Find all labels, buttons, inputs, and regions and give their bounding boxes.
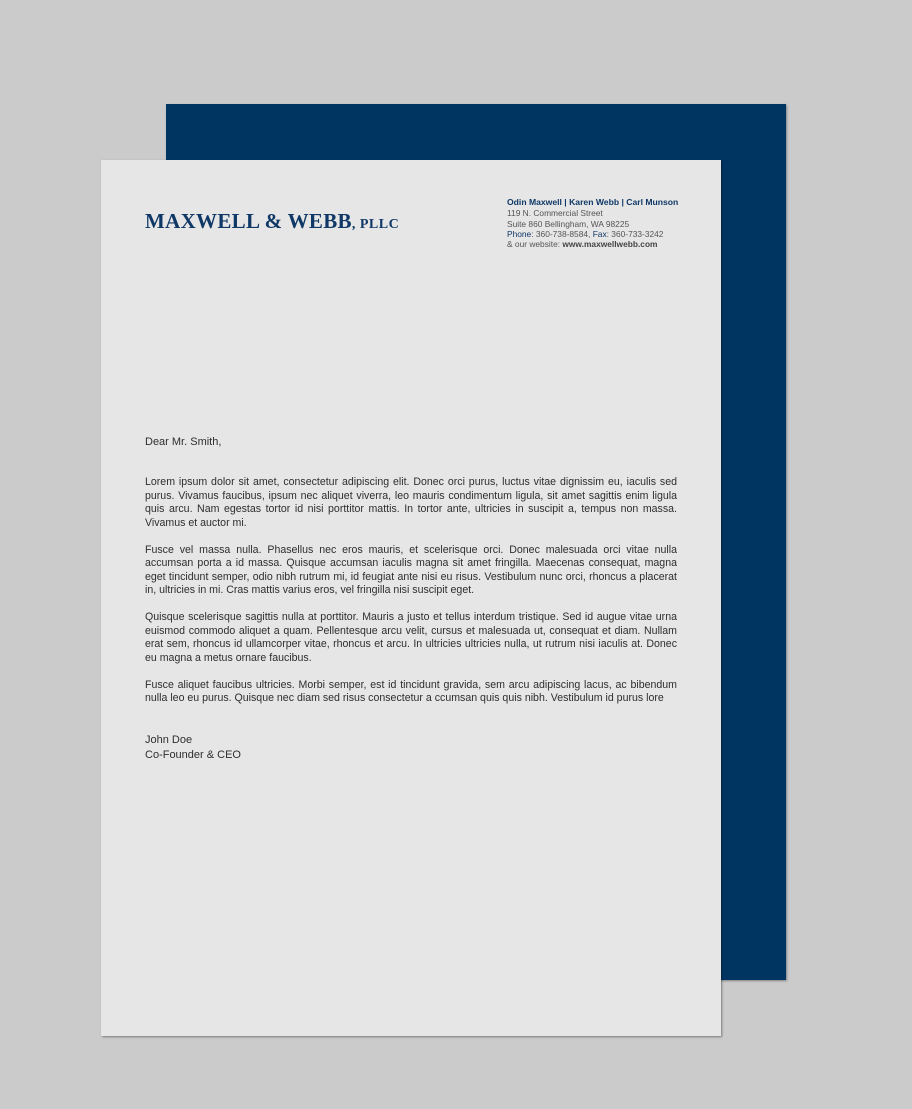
signer-title: Co-Founder & CEO (145, 749, 241, 761)
contact-block (507, 197, 678, 249)
paragraph: Quisque scelerisque sagittis nulla at porttitor. Mauris a justo et tellus interdum tristique. Sed id augue vitae urna euismod commodo aliquet a quam. Pellentesque arcu velit, cursus et malesuada ut, consequat et diam. Nullam erat sem, rhoncus id ullamcorper vitae, rhoncus et arcu. In ultricies ultricies nulla, ut rutrum nisi iaculis at. Donec eu magna a metus ornare faucibus. (145, 611, 677, 664)
company-logo (145, 209, 399, 234)
company-suffix: , PLLC (351, 217, 400, 232)
fax-number: : 360-733-3242 (606, 228, 664, 239)
paragraph: Fusce vel massa nulla. Phasellus nec eros mauris, et scelerisque orci. Donec malesuada orci vitae nulla accumsan porta a id massa. Quisque accumsan iaculis magna sit amet fringilla. Maecenas consequat, magna eget tincidunt semper, odio nibh rutrum mi, id feugiat ante nisi eu risus. Vestibulum nunc orci, rhoncus a placerat in, ultricies in mi. Cras mattis varius eros, vel fringilla nisi suscipit eget. (145, 543, 677, 596)
paragraph: Fusce aliquet faucibus ultricies. Morbi semper, est id tincidunt gravida, sem arcu adipiscing lacus, ac bibendum nulla leo eu purus. Quisque nec diam sed risus consectetur a ccumsan quis quis nibh. Vestibulum id purus lore (145, 678, 677, 704)
phone-number: : 360-738-8584, (531, 228, 593, 239)
letter-body (145, 476, 677, 719)
phone-label: Phone (507, 228, 532, 239)
website-prefix: & our website: (507, 239, 563, 250)
fax-label: Fax (592, 228, 607, 239)
address-line-1: 119 N. Commercial Street (507, 208, 603, 219)
phone-fax-line (507, 229, 678, 239)
signer-name: John Doe (145, 734, 193, 746)
letter-page (101, 160, 721, 1036)
address-line-2: Suite 860 Bellingham, WA 98225 (507, 218, 630, 229)
website-link[interactable]: www.maxwellwebb.com (562, 239, 658, 250)
salutation: Dear Mr. Smith, (145, 436, 222, 448)
partner-names: Odin Maxwell | Karen Webb | Carl Munson (507, 197, 679, 207)
company-name: MAXWELL & WEBB (145, 209, 352, 233)
website-line (507, 239, 678, 249)
paragraph: Lorem ipsum dolor sit amet, consectetur adipiscing elit. Donec orci purus, luctus vitae dignissim eu, iaculis sed purus. Vivamus faucibus, ipsum nec aliquet viverra, leo mauris condimentum ligula, sit amet sagittis enim ligula quis arcu. Nam egestas tortor id nisi porttitor mattis. In tortor ante, ultricies in suscipit a, tempus non massa. Vivamus et auctor mi. (145, 476, 677, 529)
signature-block (145, 733, 241, 763)
